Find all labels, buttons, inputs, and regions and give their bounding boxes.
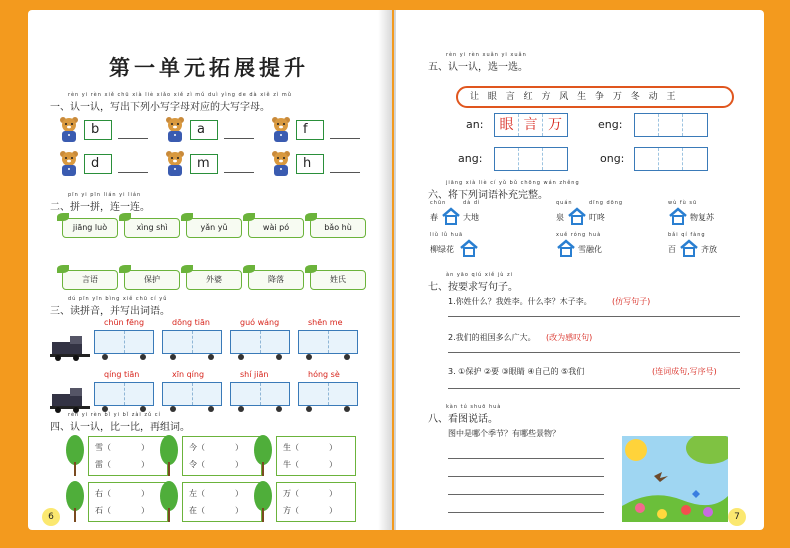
tree-icon bbox=[158, 480, 180, 524]
s3-heading: 三、读拼音，并写出词语。 bbox=[50, 306, 170, 317]
pair-char[interactable] bbox=[95, 442, 149, 453]
s7-pinyin: àn yāo qiú xiě jù zi bbox=[446, 272, 513, 278]
right-page bbox=[396, 10, 764, 530]
item-suffix: 物复苏 bbox=[690, 213, 714, 222]
s6-pinyin: jiāng xià liè cí yǔ bǔ chōng wán zhěng bbox=[446, 180, 580, 186]
pair-char-text: 雷（ bbox=[95, 460, 111, 469]
pair-char[interactable] bbox=[189, 488, 243, 499]
pair-char-text: 今（ bbox=[189, 443, 205, 452]
bear-icon bbox=[164, 150, 186, 178]
item-pinyin: liǔ lǜ huā bbox=[430, 232, 464, 238]
spring-scene-image bbox=[622, 436, 728, 522]
pair-char[interactable] bbox=[189, 459, 243, 470]
pinyin-label: xīn qíng bbox=[172, 370, 205, 379]
item-prefix: 百 bbox=[668, 245, 676, 254]
word-card[interactable] bbox=[124, 270, 180, 290]
answer-wagon[interactable] bbox=[298, 330, 358, 354]
ong-label: ong: bbox=[600, 152, 625, 165]
lowercase-letter-box: b bbox=[84, 120, 112, 140]
wheel-icon bbox=[208, 354, 214, 360]
word-pair-box bbox=[182, 482, 262, 522]
an-char: 眼 bbox=[495, 114, 519, 136]
wheel-icon bbox=[276, 406, 282, 412]
s2-pinyin: pīn yi pīn lián yi lián bbox=[68, 192, 142, 198]
q1-answer-line[interactable] bbox=[448, 316, 740, 317]
item-pinyin2: dà dì bbox=[463, 200, 481, 206]
left-page bbox=[28, 10, 390, 530]
book-spine-left bbox=[378, 10, 392, 530]
wheel-icon bbox=[102, 354, 108, 360]
tree-icon bbox=[252, 480, 274, 524]
house-icon[interactable] bbox=[668, 207, 688, 225]
ang-label: ang: bbox=[458, 152, 483, 165]
s2-heading: 二、拼一拼，连一连。 bbox=[50, 202, 150, 213]
s8-line[interactable] bbox=[448, 458, 604, 459]
uppercase-answer-line[interactable] bbox=[118, 138, 148, 139]
bear-icon bbox=[58, 116, 80, 144]
word-card-text: 外婆 bbox=[206, 275, 222, 284]
an-char: 言 bbox=[519, 114, 543, 136]
uppercase-answer-line[interactable] bbox=[224, 172, 254, 173]
word-card-text: 言语 bbox=[82, 275, 98, 284]
wheel-icon bbox=[276, 354, 282, 360]
house-icon[interactable] bbox=[459, 239, 479, 257]
word-card[interactable] bbox=[62, 270, 118, 290]
eng-label: eng: bbox=[598, 118, 623, 131]
tree-icon bbox=[158, 434, 180, 478]
pair-char-text: 方（ bbox=[283, 506, 299, 515]
answer-wagon[interactable] bbox=[230, 382, 290, 406]
q1-hint: (仿写句子) bbox=[612, 297, 651, 306]
word-pair-box bbox=[88, 436, 168, 476]
wheel-icon bbox=[170, 406, 176, 412]
an-label: an: bbox=[466, 118, 484, 131]
word-pair-box bbox=[182, 436, 262, 476]
wheel-icon bbox=[306, 406, 312, 412]
pair-char-text: 雪（ bbox=[95, 443, 111, 452]
close-paren: ） bbox=[235, 460, 243, 469]
s1-pinyin: rèn yi rèn xiě chū xià liè xiǎo xiě zì mǔ duì yìng de dà xiě zì mǔ bbox=[68, 92, 292, 98]
close-paren: ） bbox=[235, 489, 243, 498]
word-card-text: 保护 bbox=[144, 275, 160, 284]
pair-char-text: 牛（ bbox=[283, 460, 299, 469]
pair-char[interactable] bbox=[95, 505, 149, 516]
word-card-text: 降落 bbox=[268, 275, 284, 284]
pinyin-card[interactable] bbox=[310, 218, 366, 238]
pair-char[interactable] bbox=[95, 488, 149, 499]
item-pinyin: wù fù sū bbox=[668, 200, 698, 206]
pair-char-text: 在（ bbox=[189, 506, 205, 515]
pair-char-text: 生（ bbox=[283, 443, 299, 452]
pinyin-label: shēn me bbox=[308, 318, 343, 327]
item-pinyin2: dīng dōng bbox=[589, 200, 624, 206]
pair-char-text: 万（ bbox=[283, 489, 299, 498]
page-number: 6 bbox=[42, 508, 60, 526]
house-icon[interactable] bbox=[556, 239, 576, 257]
word-bank: 让 眼 言 红 方 风 生 争 万 冬 动 王 bbox=[456, 86, 734, 108]
pinyin-card-text: yǎn yǔ bbox=[200, 223, 228, 232]
pinyin-label: chūn fēng bbox=[104, 318, 145, 327]
answer-wagon[interactable] bbox=[230, 330, 290, 354]
close-paren: ） bbox=[141, 506, 149, 515]
pinyin-label: dōng tiān bbox=[172, 318, 210, 327]
pinyin-card[interactable] bbox=[124, 218, 180, 238]
s8-heading: 八、看图说话。 bbox=[428, 414, 498, 425]
bear-icon bbox=[58, 150, 80, 178]
s6-heading: 六、将下列词语补充完整。 bbox=[428, 190, 548, 201]
pair-char[interactable] bbox=[189, 442, 243, 453]
answer-wagon[interactable] bbox=[162, 382, 222, 406]
close-paren: ） bbox=[141, 443, 149, 452]
wheel-icon bbox=[306, 354, 312, 360]
pinyin-label: qíng tiān bbox=[104, 370, 140, 379]
wheel-icon bbox=[238, 406, 244, 412]
bear-icon bbox=[270, 116, 292, 144]
s8-line[interactable] bbox=[448, 512, 604, 513]
item-pinyin: chūn bbox=[430, 200, 447, 206]
item-pinyin: bǎi qí fàng bbox=[668, 232, 706, 238]
s4-pinyin: rèn yi rèn bǐ yi bǐ zài zǔ cí bbox=[68, 412, 161, 418]
pinyin-card-text: wài pó bbox=[262, 223, 290, 232]
answer-wagon[interactable] bbox=[94, 330, 154, 354]
eng-grid[interactable] bbox=[634, 113, 708, 137]
uppercase-answer-line[interactable] bbox=[330, 172, 360, 173]
word-card[interactable] bbox=[248, 270, 304, 290]
q2-hint: (改为感叹句) bbox=[546, 333, 593, 342]
s5-pinyin: rèn yi rèn xuǎn yi xuǎn bbox=[446, 52, 527, 58]
wheel-icon bbox=[140, 354, 146, 360]
item-pinyin: quán bbox=[556, 200, 573, 206]
s7-heading: 七、按要求写句子。 bbox=[428, 282, 518, 293]
pair-char[interactable] bbox=[189, 505, 243, 516]
bear-icon bbox=[270, 150, 292, 178]
answer-wagon[interactable] bbox=[298, 382, 358, 406]
an-char: 万 bbox=[548, 117, 562, 133]
uppercase-answer-line[interactable] bbox=[330, 138, 360, 139]
wheel-icon bbox=[208, 406, 214, 412]
item-prefix: 泉 bbox=[556, 213, 564, 222]
word-pair-box bbox=[276, 436, 356, 476]
s8-pinyin: kàn tú shuō huà bbox=[446, 404, 502, 410]
close-paren: ） bbox=[329, 443, 337, 452]
close-paren: ） bbox=[141, 489, 149, 498]
pair-char-text: 石（ bbox=[95, 506, 111, 515]
lowercase-letter-box: a bbox=[190, 120, 218, 140]
lowercase-letter-box: m bbox=[190, 154, 218, 174]
house-icon[interactable] bbox=[441, 207, 461, 225]
s1-heading: 一、认一认，写出下列小写字母对应的大写字母。 bbox=[50, 102, 270, 113]
close-paren: ） bbox=[329, 489, 337, 498]
pair-char[interactable] bbox=[95, 459, 149, 470]
q2-answer-line[interactable] bbox=[448, 352, 740, 353]
ang-grid[interactable] bbox=[494, 147, 568, 171]
tree-icon bbox=[64, 480, 86, 524]
pair-char-text: 令（ bbox=[189, 460, 205, 469]
page-number: 7 bbox=[728, 508, 746, 526]
s8-question: 图中是哪个季节？有哪些景物？ bbox=[448, 429, 560, 438]
pair-char[interactable] bbox=[283, 488, 337, 499]
wheel-icon bbox=[170, 354, 176, 360]
item-suffix: 叮咚 bbox=[589, 213, 605, 222]
lowercase-letter-box: h bbox=[296, 154, 324, 174]
s4-heading: 四、认一认，比一比，再组词。 bbox=[50, 422, 190, 433]
q3-hint: (连词成句,写序号) bbox=[652, 367, 717, 376]
item-suffix: 雪融化 bbox=[578, 245, 602, 254]
bear-icon bbox=[164, 116, 186, 144]
pair-char[interactable] bbox=[283, 505, 337, 516]
answer-wagon[interactable] bbox=[94, 382, 154, 406]
close-paren: ） bbox=[329, 460, 337, 469]
s8-line[interactable] bbox=[448, 494, 604, 495]
lowercase-letter-box: d bbox=[84, 154, 112, 174]
s3-pinyin: dú pīn yīn bìng xiě chū cí yǔ bbox=[68, 296, 168, 302]
item-suffix: 齐放 bbox=[701, 245, 717, 254]
q2-text: 2.我们的祖国多么广大。 bbox=[448, 333, 536, 342]
q3-answer-line[interactable] bbox=[448, 388, 740, 389]
word-card-text: 姓氏 bbox=[330, 275, 346, 284]
pair-char[interactable] bbox=[283, 459, 337, 470]
lowercase-letter-box: f bbox=[296, 120, 324, 140]
pair-char-text: 左（ bbox=[189, 489, 205, 498]
word-pair-box bbox=[276, 482, 356, 522]
pinyin-card[interactable] bbox=[62, 218, 118, 238]
house-icon[interactable] bbox=[679, 239, 699, 257]
close-paren: ） bbox=[141, 460, 149, 469]
ong-grid[interactable] bbox=[634, 147, 708, 171]
item-prefix: 柳绿花 bbox=[430, 245, 454, 254]
close-paren: ） bbox=[235, 506, 243, 515]
an-grid bbox=[494, 113, 568, 137]
pinyin-card-text: jiāng luò bbox=[72, 223, 108, 232]
q1-text: 1.你姓什么？我姓李。什么李？木子李。 bbox=[448, 297, 592, 306]
word-card[interactable] bbox=[310, 270, 366, 290]
close-paren: ） bbox=[235, 443, 243, 452]
word-card[interactable] bbox=[186, 270, 242, 290]
page-title: 第一单元拓展提升 bbox=[109, 55, 309, 80]
pinyin-card[interactable] bbox=[248, 218, 304, 238]
s5-heading: 五、认一认，选一选。 bbox=[428, 62, 528, 73]
uppercase-answer-line[interactable] bbox=[224, 138, 254, 139]
house-icon[interactable] bbox=[567, 207, 587, 225]
close-paren: ） bbox=[329, 506, 337, 515]
item-pinyin: xuě róng huà bbox=[556, 232, 602, 238]
pair-char[interactable] bbox=[283, 442, 337, 453]
pinyin-card-text: xìng shì bbox=[136, 223, 168, 232]
pinyin-label: guó wáng bbox=[240, 318, 280, 327]
word-pair-box bbox=[88, 482, 168, 522]
tree-icon bbox=[252, 434, 274, 478]
wheel-icon bbox=[344, 406, 350, 412]
pair-char-text: 右（ bbox=[95, 489, 111, 498]
q3-text: 3. ①保护 ②要 ③眼睛 ④自己的 ⑤我们 bbox=[448, 367, 585, 376]
pinyin-card[interactable] bbox=[186, 218, 242, 238]
wheel-icon bbox=[344, 354, 350, 360]
answer-wagon[interactable] bbox=[162, 330, 222, 354]
uppercase-answer-line[interactable] bbox=[118, 172, 148, 173]
tree-icon bbox=[64, 434, 86, 478]
s8-line[interactable] bbox=[448, 476, 604, 477]
pinyin-label: hóng sè bbox=[308, 370, 340, 379]
locomotive-icon bbox=[48, 336, 92, 366]
pinyin-card-text: bǎo hù bbox=[324, 223, 352, 232]
pinyin-label: shí jiān bbox=[240, 370, 269, 379]
item-prefix: 春 bbox=[430, 213, 438, 222]
item-suffix: 大地 bbox=[463, 213, 479, 222]
wheel-icon bbox=[238, 354, 244, 360]
